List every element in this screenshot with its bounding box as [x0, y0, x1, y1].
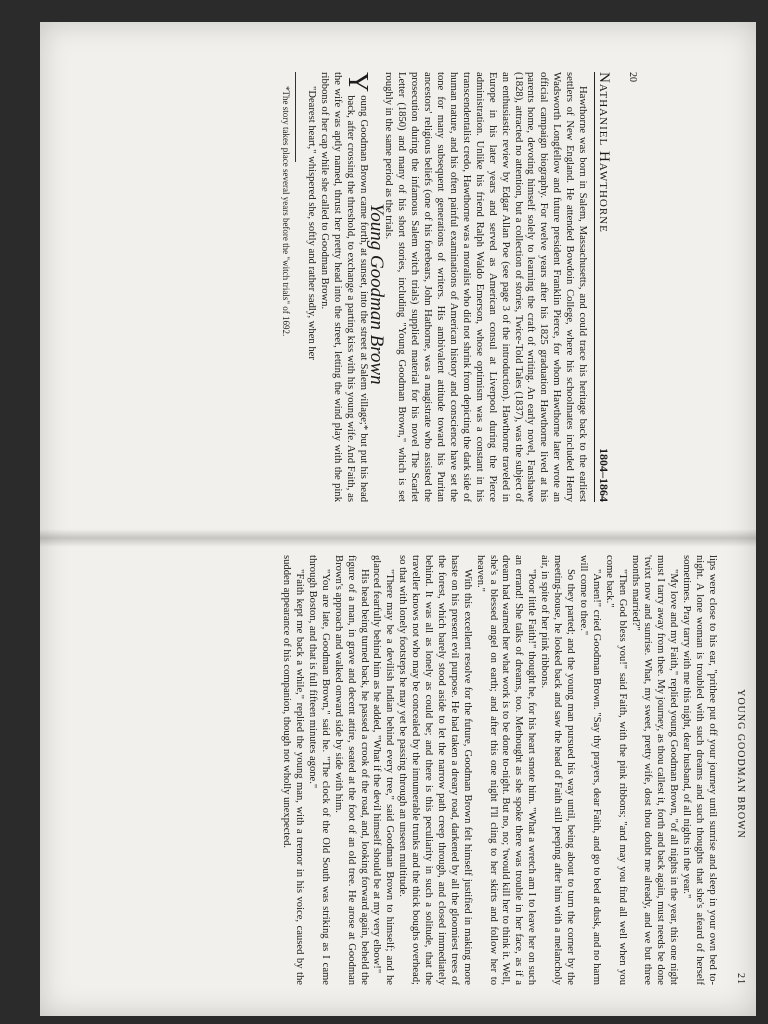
- story-paragraph: [317, 72, 373, 502]
- story-paragraph: "Then God bless you!" said Faith, with the pink ribbons; "and may you find all well when you come back.": [603, 555, 628, 985]
- story-paragraph: With this excellent resolve for the future, Goodman Brown felt himself justified in making more haste on his present evil purpose. He had taken a dreary road, darkened by all the gloomiest trees of the forest, which barely stood aside to let the narrow path creep through, and closed immediately behind. It was all as lonely as could be; and there is this peculiarity in such a solitude, that the traveller knows not who may be concealed by the innumerable trunks and the thick boughs overhead; so that with lonely footsteps he may yet be passing through an unseen multitude.: [397, 555, 473, 985]
- running-head: [733, 555, 746, 985]
- story-paragraph: "Faith kept me back a while," replied the young man, with a tremor in his voice, caused by the sudden appearance of his companion, though not wholly unexpected.: [281, 555, 305, 985]
- story-paragraph: His head being turned back, he passed a crook of the road, and, looking forward again, beheld the figure of a man, in grave and decent attire, seated at the foot of an old tree. He arose at Goodman Brown's approach and walked onward side by side with him.: [332, 555, 370, 985]
- page-21: [58, 555, 746, 985]
- footnote-rule: [295, 72, 296, 162]
- story-paragraph-text: oung Goodman Brown came forth, at sunset, into the street at Salem village;* but put his head back, after crossing the threshold, to exchange a parting kiss with his young wife. And Faith, as the wife was aptly named, thrust her pretty head into the street, letting the wind play with the pink ribbons of her cap while she called to Goodman Brown.: [318, 72, 369, 502]
- author-bio: Hawthorne was born in Salem, Massachusetts, and could trace his heritage back to the earliest settlers of New England. He attended Bowdoin College, where his schoolmates included Henry Wadsworth Longfellow and future president Franklin Pierce, for whom Hawthorne later wrote an official campaign biography. For twelve years after his 1825 graduation Hawthorne lived at his parents home, devoting himself solely to learning the craft of writing. An early novel, Fanshawe (1828), attracted no attention, but a collection of stories, Twice-Told Tales (1837), was the subject of an enthusiastic review by Edgar Allan Poe (see page 3 of the introduction). Hawthorne traveled in Europe in his later years and served as American consul at Liverpool during the Pierce administration. Unlike his friend Ralph Waldo Emerson, whose optimism was a constant in his transcendentalist credo, Hawthorne was a moralist who did not shrink from depicting the dark side of human nature, and his often painful examinations of American history and conscience have set the tone for many subsequent generations of writers. His ambivalent attitude toward his Puritan ancestors' religious beliefs (one of his forebears, John Hathorne, was a magistrate who assisted the prosecution during the infamous Salem witch trials) supplied material for his novel The Scarlet Letter (1850) and many of his short stories, including "Young Goodman Brown," which is set roughly in the same period as the trials.: [383, 72, 589, 502]
- page-number-left: 20: [627, 72, 638, 82]
- story-paragraph: "Dearest heart," whispered she, softly and rather sadly, when her: [306, 86, 318, 360]
- story-paragraph: "Poor little Faith!" thought he, for his heart smote him. "What a wretch am I to leave her on such an errand! She talks of dreams, too. Methought as she spoke there was trouble in her face, as if a dream had warned her what work is to be done to-night. But no, no; 'twould kill her to think it. Well, she's a blessed angel on earth; and after this one night I'll cling to her skirts and follow her to heaven.": [474, 555, 538, 985]
- book-gutter: [40, 529, 756, 547]
- author-heading: [594, 72, 610, 502]
- author-dates: 1804–1864: [597, 448, 611, 502]
- story-title: Young Goodman Brown: [365, 203, 387, 385]
- story-paragraph: "Amen!" cried Goodman Brown. "Say thy prayers, dear Faith, and go to bed at dusk, and no harm will come to thee.": [577, 555, 602, 985]
- drop-cap: Y: [341, 72, 373, 93]
- author-name: Nathaniel Hawthorne: [596, 72, 612, 233]
- story-paragraph: lips were close to his ear, "prithee put off your journey until sunrise and sleep in your own bed to-night. A lone woman is troubled with such dreams and such thoughts that she's afeard of herself sometimes. Pray tarry with me this night, dear husband, of all nights in the year.": [681, 555, 718, 985]
- running-head-title: YOUNG GOODMAN BROWN: [735, 689, 746, 839]
- story-paragraph: "My love and my Faith," replied young Goodman Brown, "of all nights in the year, this one night must I tarry away from thee. My journey, as thou callest it, forth and back again, must needs be done 'twixt now and sunrise. What, my sweet, pretty wife, dost thou doubt me already, and we but three months married?": [629, 555, 680, 985]
- story-paragraph: So they parted; and the young man pursued his way until, being about to turn the corner by the meeting-house, he looked back and saw the head of Faith still peeping after him with a melancholy air, in spite of her pink ribbons.: [539, 555, 577, 985]
- page-number-right: 21: [735, 973, 746, 985]
- footnote: *The story takes place several years before the "witch trials" of 1692.: [281, 86, 292, 337]
- story-paragraph: "There may be a devilish Indian behind every tree," said Goodman Brown to himself; and he glanced fearfully behind him as he added, "What if the devil himself should be at my very elbow!": [371, 555, 396, 985]
- story-paragraph: "You are late, Goodman Brown," said he. "The clock of the Old South was striking as I came through Boston, and that is full fifteen minutes agone.": [306, 555, 331, 985]
- page-20: [50, 72, 638, 502]
